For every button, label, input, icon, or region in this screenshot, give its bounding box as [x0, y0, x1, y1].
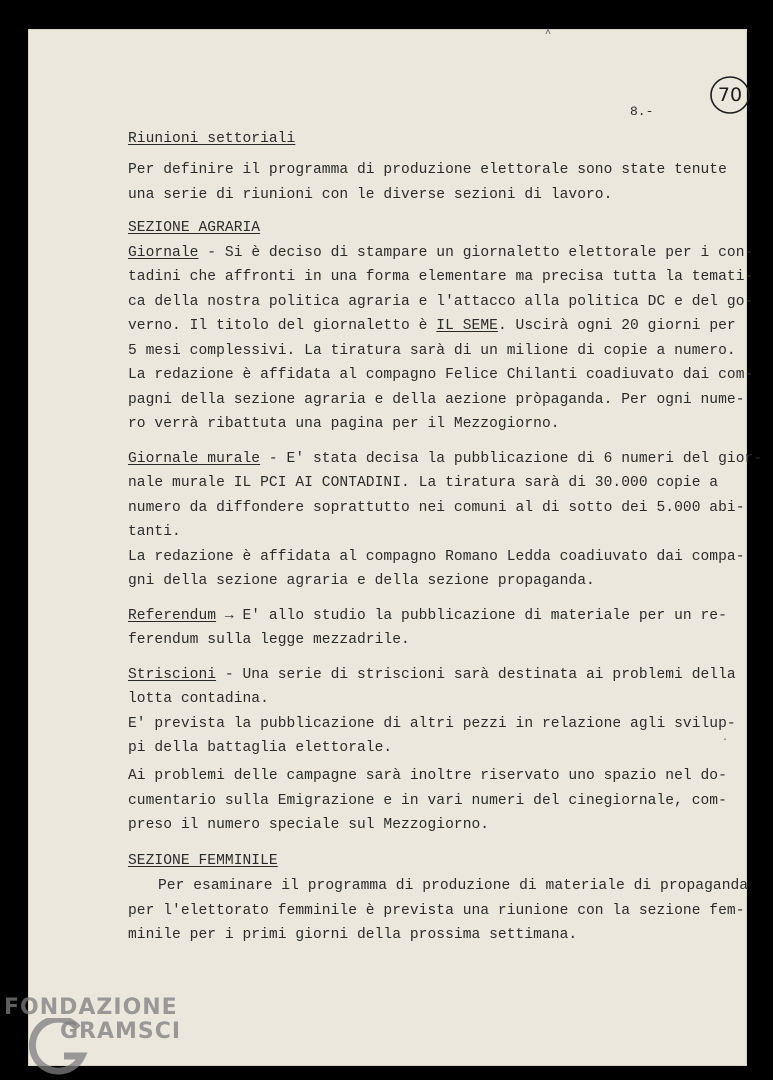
fondazione-gramsci-logo-icon: [28, 1018, 92, 1080]
title-il-seme: IL SEME: [436, 318, 498, 334]
text-line: ferendum sulla legge mezzadrile.: [128, 632, 410, 648]
text-line: minile per i primi giorni della prossima settimana.: [128, 927, 578, 943]
scan-mark: ·: [722, 735, 729, 746]
heading-sezione-femminile: SEZIONE FEMMINILE: [128, 853, 278, 869]
text-line: Referendum → E' allo studio la pubblicazione di materiale per un re-: [128, 608, 727, 624]
folio-number: [710, 75, 750, 115]
text-line: per l'elettorato femminile è prevista una riunione con la sezione fem-: [128, 903, 745, 919]
circle-mark-icon: [708, 74, 752, 116]
text-line: pi della battaglia elettorale.: [128, 740, 393, 756]
heading-sezione-agraria: SEZIONE AGRARIA: [128, 220, 261, 236]
text-line: verno. Il titolo del giornaletto è IL SEME. Uscirà ogni 20 giorni per: [128, 318, 736, 334]
text-line: ca della nostra politica agraria e l'attacco alla politica DC e del go-: [128, 294, 754, 310]
page-number: 8.-: [630, 104, 654, 119]
text-line: La redazione è affidata al compagno Romano Ledda coadiuvato dai compa-: [128, 549, 745, 565]
text-line: lotta contadina.: [128, 691, 269, 707]
text-line: Ai problemi delle campagne sarà inoltre riservato uno spazio nel do-: [128, 768, 727, 784]
text-line: una serie di riunioni con le diverse sezioni di lavoro.: [128, 187, 613, 203]
label-referendum: Referendum: [128, 608, 217, 624]
text-line: tadini che affronti in una forma elementare ma precisa tutta la temati-: [128, 269, 754, 285]
text-line: E' prevista la pubblicazione di altri pezzi in relazione agli svilup-: [128, 716, 736, 732]
text-line: pagni della sezione agraria e della aezione pròpaganda. Per ogni nume-: [128, 392, 745, 408]
watermark-line2: GRAMSCI: [60, 1019, 182, 1044]
text-line: ro verrà ribattuta una pagina per il Mezzogiorno.: [128, 416, 560, 432]
text-line: gni della sezione agraria e della sezione propaganda.: [128, 573, 595, 589]
text-line: Giornale - Si è deciso di stampare un giornaletto elettorale per i con-: [128, 245, 754, 261]
text-line: 5 mesi complessivi. La tiratura sarà di un milione di copie a numero.: [128, 343, 736, 359]
text-line: Per definire il programma di produzione elettorale sono state tenute: [128, 162, 727, 178]
text-line: cumentario sulla Emigrazione e in vari numeri del cinegiornale, com-: [128, 793, 727, 809]
text-line: La redazione è affidata al compagno Felice Chilanti coadiuvato dai com-: [128, 367, 754, 383]
label-giornale: Giornale: [128, 245, 199, 261]
watermark-line1: FONDAZIONE: [4, 995, 178, 1020]
label-giornale-murale: Giornale murale: [128, 451, 261, 467]
text-line: preso il numero speciale sul Mezzogiorno.: [128, 817, 490, 833]
label-striscioni: Striscioni: [128, 667, 217, 683]
text-line: Per esaminare il programma di produzione di materiale di propaganda: [158, 878, 749, 894]
text-line: Giornale murale - E' stata decisa la pubblicazione di 6 numeri del gior-: [128, 451, 763, 467]
scan-mark: ˄: [545, 28, 552, 39]
text-line: nale murale IL PCI AI CONTADINI. La tiratura sarà di 30.000 copie a: [128, 475, 719, 491]
text-line: numero da diffondere soprattutto nei comuni al di sotto dei 5.000 abi-: [128, 500, 745, 516]
heading-riunioni-settoriali: Riunioni settoriali: [128, 131, 296, 147]
text-line: tanti.: [128, 524, 181, 540]
folio-number-text: 70: [717, 84, 743, 106]
text-line: Striscioni - Una serie di striscioni sarà destinata ai problemi della: [128, 667, 736, 683]
